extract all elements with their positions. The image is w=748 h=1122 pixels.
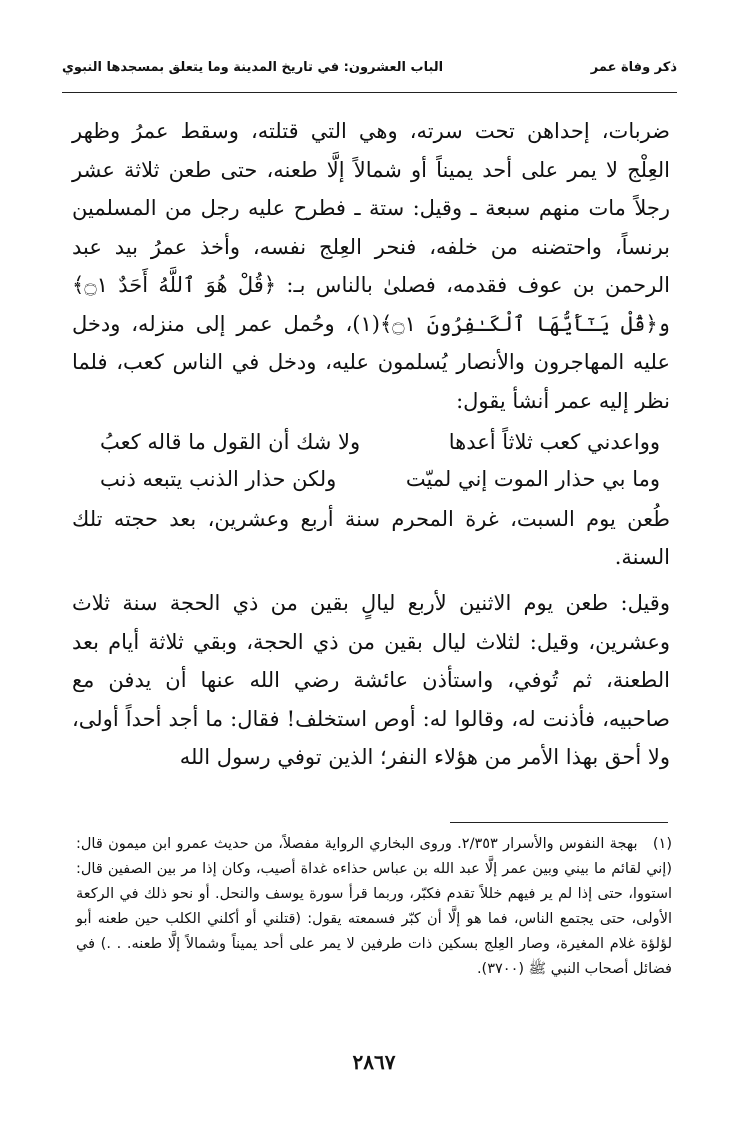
header-section-title: ذكر وفاة عمر: [590, 60, 677, 75]
paragraph-2: طُعن يوم السبت، غرة المحرم سنة أربع وعشرين، بعد حجته تلك السنة.: [72, 507, 670, 569]
header-chapter-title: الباب العشرون: في تاريخ المدينة وما يتعلق بمسجدها النبوي: [62, 60, 444, 75]
verse-hemistich-left: ولكن حذار الذنب يتبعه ذنب: [100, 467, 337, 491]
header-rule: [62, 92, 677, 93]
verse-hemistich-right: وما بي حذار الموت إني لميّت: [405, 467, 660, 491]
footnote-number: (١): [652, 836, 673, 852]
verse-hemistich-left: ولا شك أن القول ما قاله كعبُ: [100, 430, 361, 454]
footnote-rule: [450, 822, 668, 823]
page-number: ٢٨٦٧: [352, 1050, 396, 1074]
poem: [100, 424, 660, 498]
running-header: [62, 60, 677, 82]
poem-verse: [100, 461, 660, 498]
main-text: [72, 112, 670, 420]
paragraph: ضربات، إحداهن تحت سرته، وهي التي قتلته، وسقط عمرُ وظهر العِلْج لا يمر على أحد يميناً أو شمالاً إلَّا طعنه، حتى طعن ثلاثة عشر رجلاً مات منهم سبعة ـ وقيل: ستة ـ فطرح عليه رجل من المسلمين برنساً، واحتضنه من خلفه، فنحر العِلج نفسه، وأخذ عمرُ بيد عبد الرحمن بن عوف فقدمه، فصلىٰ بالناس بـ: ﴿قُلْ هُوَ ٱللَّهُ أَحَدٌ ۝١﴾ و﴿قُلْ يَـٰٓأَيُّهَا ٱلْكَـٰفِرُونَ ۝١﴾(١)، وحُمل عمر إلى منزله، ودخل عليه المهاجرون والأنصار يُسلمون عليه، ودخل في الناس كعب، فلما نظر إليه عمر أنشأ يقول:: [72, 119, 670, 413]
footnote-text: بهجة النفوس والأسرار ٢/٣٥٣. وروى البخاري الرواية مفصلاً، من حديث عمرو ابن ميمون قال: (إني لقائم ما بيني وبين عمر إلَّا عبد الله بن عباس حذاءه غداة أصيب، وكان إذا مر بين الصفين قال: استووا، حتى إذا لم ير فيهم خللاً تقدم فكبّر، وربما قرأ سورة يوسف والنحل. أو نحو ذلك في الركعة الأولى، حتى يجتمع الناس، فما هو إلَّا أن كبّر فسمعته يقول: (قتلني أو أكلني الكلب حين طعنه أبو لؤلؤة غلام المغيرة، وصار العِلج بسكين ذات طرفين لا يمر على أحد يميناً وشمالاً إلَّا طعنه. . .) في فضائل أصحاب النبي ﷺ (٣٧٠٠).: [76, 836, 672, 977]
footnote: [76, 832, 672, 982]
poem-verse: [100, 424, 660, 461]
paragraph-3: وقيل: طعن يوم الاثنين لأربع ليالٍ بقين من ذي الحجة سنة ثلاث وعشرين، وقيل: لثلاث ليال بقين من ذي الحجة، وبقي ثلاثة أيام بعد الطعنة، ثم تُوفي، واستأذن عائشة رضي الله عنها أن يدفن مع صاحبيه، فأذنت له، وقالوا له: أوص استخلف! فقال: ما أجد أحداً أولى، ولا أحق بهذا الأمر من هؤلاء النفر؛ الذين توفي رسول الله: [72, 591, 670, 769]
verse-hemistich-right: وواعدني كعب ثلاثاً أعدها: [448, 430, 660, 454]
